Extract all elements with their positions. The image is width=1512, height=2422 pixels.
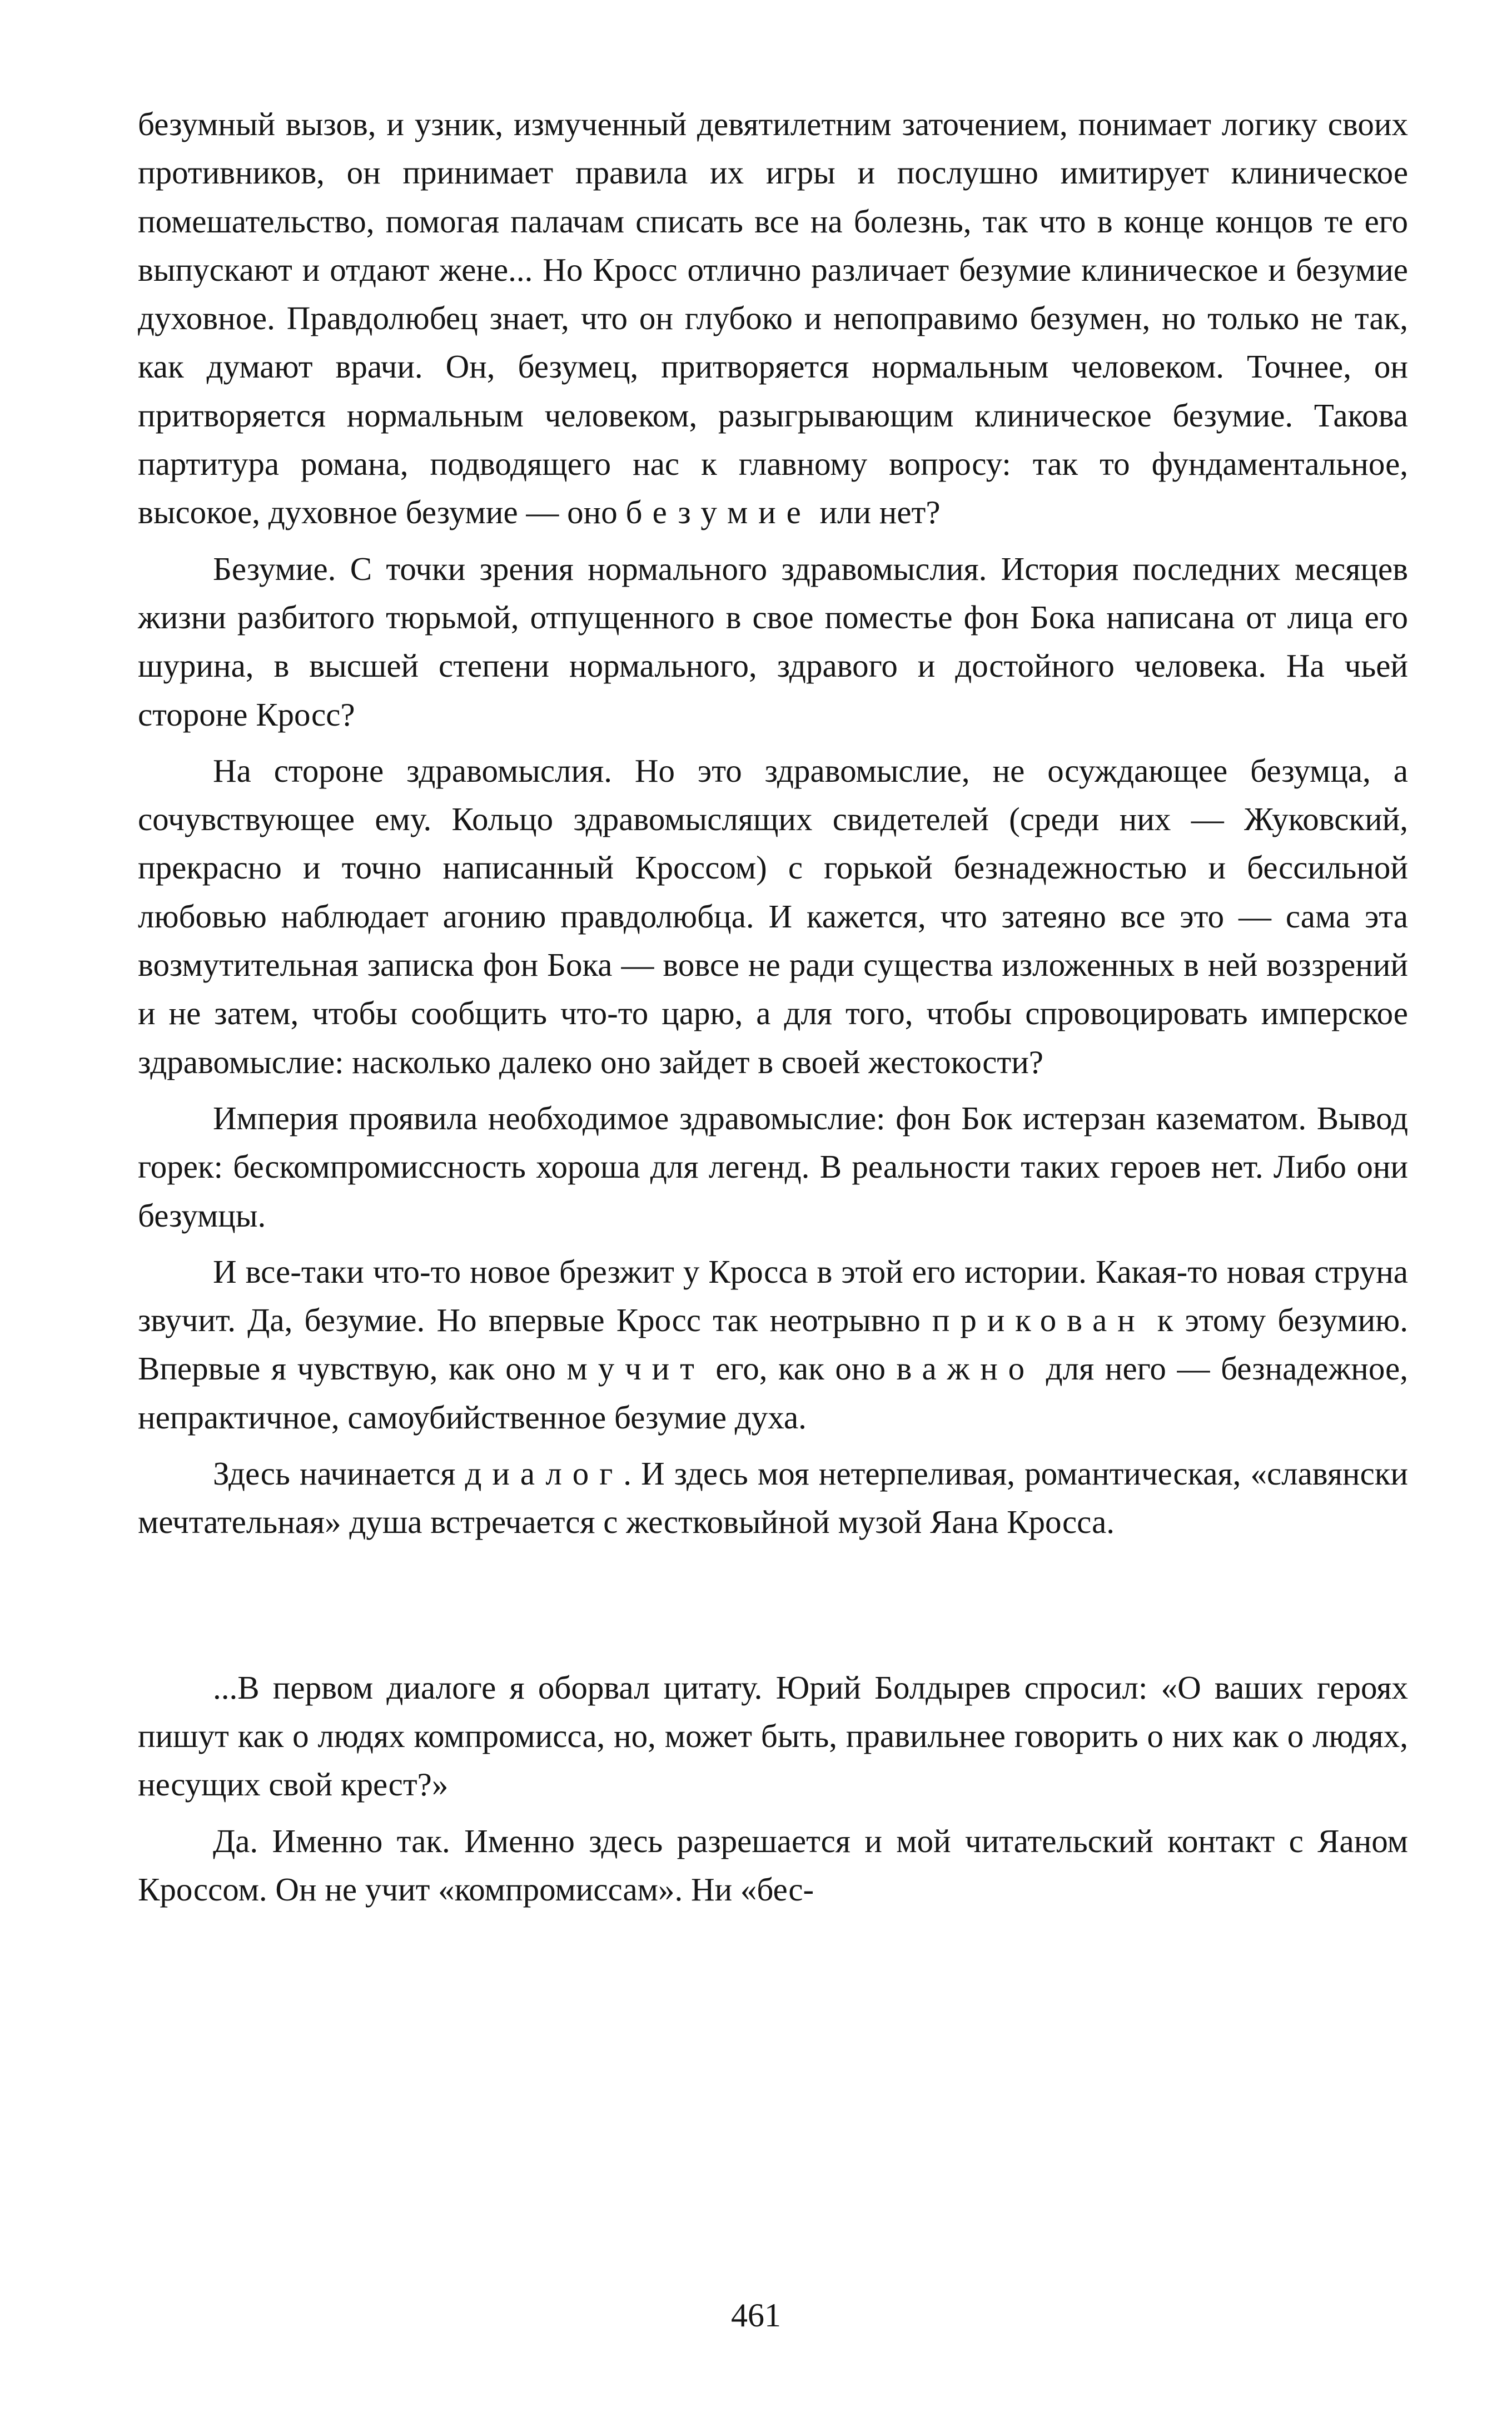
text-run: его, как оно [704, 1350, 897, 1387]
text-run: Здесь начинается [213, 1455, 465, 1492]
text-run: Безумие. С точки зрения нормального здравомыслия. История последних месяцев жизни разбитого тюрьмой, отпущенного в свое поместье фон Бока написана от лица его шурина, в высшей степени нормального, здравого и достойного человека. На чьей стороне Кросс? [138, 550, 1408, 733]
text-run: безумный вызов, и узник, измученный девятилетним заточением, понимает логику своих противников, он принимает правила их игры и послушно имитирует клиническое помешательство, помогая палачам списать все на болезнь, так что в конце концов те его выпускают и отдают жене... Но Кросс отлично различает безумие клиническое и безумие духовное. Правдолюбец знает, что он глубоко и непоправимо безумен, но только не так, как думают врачи. Он, безумец, притворяется нормальным человеком. Точнее, он притворяется нормальным человеком, разыгрывающим клиническое безумие. Такова партитура романа, подводящего нас к главному вопросу: так то фундаментальное, высокое, духовное безумие — оно [138, 106, 1408, 531]
paragraph-4 [138, 1094, 1408, 1240]
emphasized-word: безумие [625, 494, 812, 531]
text-run: к этому безумию. Впервые я чувствую, как оно [138, 1302, 1408, 1387]
paragraph-5 [138, 1248, 1408, 1442]
text-run: или нет? [811, 494, 941, 531]
paragraph-2 [138, 545, 1408, 739]
emphasized-word: диалог [465, 1455, 624, 1492]
paragraph-3 [138, 747, 1408, 1086]
section-break [138, 1547, 1408, 1664]
paragraph-1 [138, 100, 1408, 537]
paragraph-6 [138, 1450, 1408, 1547]
emphasized-word: мучит [566, 1350, 705, 1387]
text-run: . И здесь моя нетерпеливая, романтическая, «славянски мечтательная» душа встречается с жестковыйной музой Яана Кросса. [138, 1455, 1408, 1541]
text-run: Да. Именно так. Именно здесь разрешается и мой читательский контакт с Яаном Кроссом. Он не учит «компромиссам». Ни «бес- [138, 1822, 1408, 1908]
text-run: для него — безнадежное, непрактичное, самоубийственное безумие духа. [138, 1350, 1408, 1436]
emphasized-word: прикован [932, 1302, 1146, 1339]
text-run: ...В первом диалоге я оборвал цитату. Юрий Болдырев спросил: «О ваших героях пишут как о людях компромисса, но, может быть, правильнее говорить о них как о людях, несущих свой крест?» [138, 1669, 1408, 1803]
text-run: Империя проявила необходимое здравомыслие: фон Бок истерзан казематом. Вывод горек: бескомпромиссность хороша для легенд. В реальности таких героев нет. Либо они безумцы. [138, 1099, 1408, 1234]
page-body [138, 100, 1408, 1914]
emphasized-word: важно [896, 1350, 1036, 1387]
paragraph-7 [138, 1664, 1408, 1809]
paragraph-8 [138, 1817, 1408, 1914]
text-run: И все-таки что-то новое брезжит у Кросса в этой его истории. Какая-то новая струна звучит. Да, безумие. Но впервые Кросс так неотрывно [138, 1253, 1408, 1339]
text-run: На стороне здравомыслия. Но это здравомыслие, не осуждающее безумца, а сочувствующее ему. Кольцо здравомыслящих свидетелей (среди них — Жуковский, прекрасно и точно написанный Кроссом) с горькой безнадежностью и бессильной любовью наблюдает агонию правдолюбца. И кажется, что затеяно все это — сама эта возмутительная записка фон Бока — вовсе не ради существа изложенных в ней воззрений и не затем, чтобы сообщить что-то царю, а для того, чтобы спровоцировать имперское здравомыслие: насколько далеко оно зайдет в своей жестокости? [138, 752, 1408, 1080]
page-number: 461 [731, 2297, 781, 2334]
